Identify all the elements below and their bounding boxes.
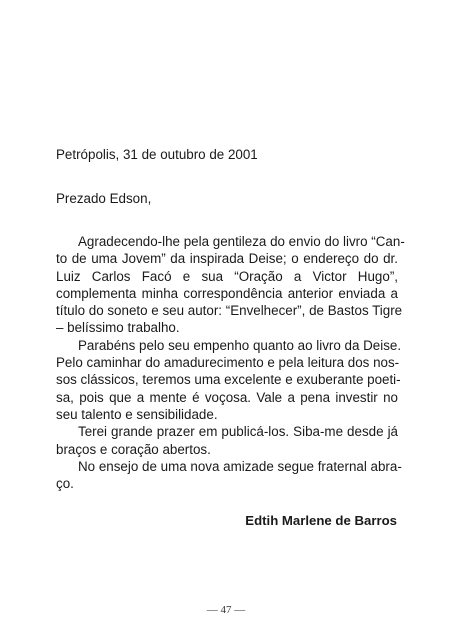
body-line: braços e coração abertos. <box>56 441 211 457</box>
body-line: sa, pois que a mente é voçosa. Vale a pena investir no <box>56 389 398 405</box>
body-line: – belíssimo trabalho. <box>56 320 180 336</box>
body-line: complementa minha correspondência anterior enviada a <box>56 285 398 301</box>
body-line: título do soneto e seu autor: “Envelhecer”, de Bastos Tigre <box>56 303 403 319</box>
body-line: Agradecendo-lhe pela gentileza do envio do livro “Can- <box>78 234 405 249</box>
body-line: ço. <box>56 476 74 492</box>
body-line: Terei grande prazer em publicá-los. Siba-me desde já <box>78 424 398 440</box>
page-number: — 47 — <box>206 604 246 616</box>
signature: Edtih Marlene de Barros <box>245 513 397 528</box>
body-line: to de uma Jovem” da inspirada Deise; o endereço do dr. <box>56 251 398 267</box>
body-line: seu talento e sensibilidade. <box>56 406 218 422</box>
body-line: Luiz Carlos Facó e sua “Oração a Victor Hugo”, <box>56 268 398 284</box>
greeting: Prezado Edson, <box>56 191 152 206</box>
body-line: Pelo caminhar do amadurecimento e pela leitura dos nos- <box>56 355 400 371</box>
body-line: Parabéns pelo seu empenho quanto ao livro da Deise. <box>78 337 402 353</box>
body-line: No ensejo de uma nova amizade segue fraternal abra- <box>78 458 402 474</box>
date-line: Petrópolis, 31 de outubro de 2001 <box>56 147 258 162</box>
letter-body <box>56 233 405 492</box>
body-line: sos clássicos, teremos uma excelente e exuberante poeti- <box>56 372 401 388</box>
